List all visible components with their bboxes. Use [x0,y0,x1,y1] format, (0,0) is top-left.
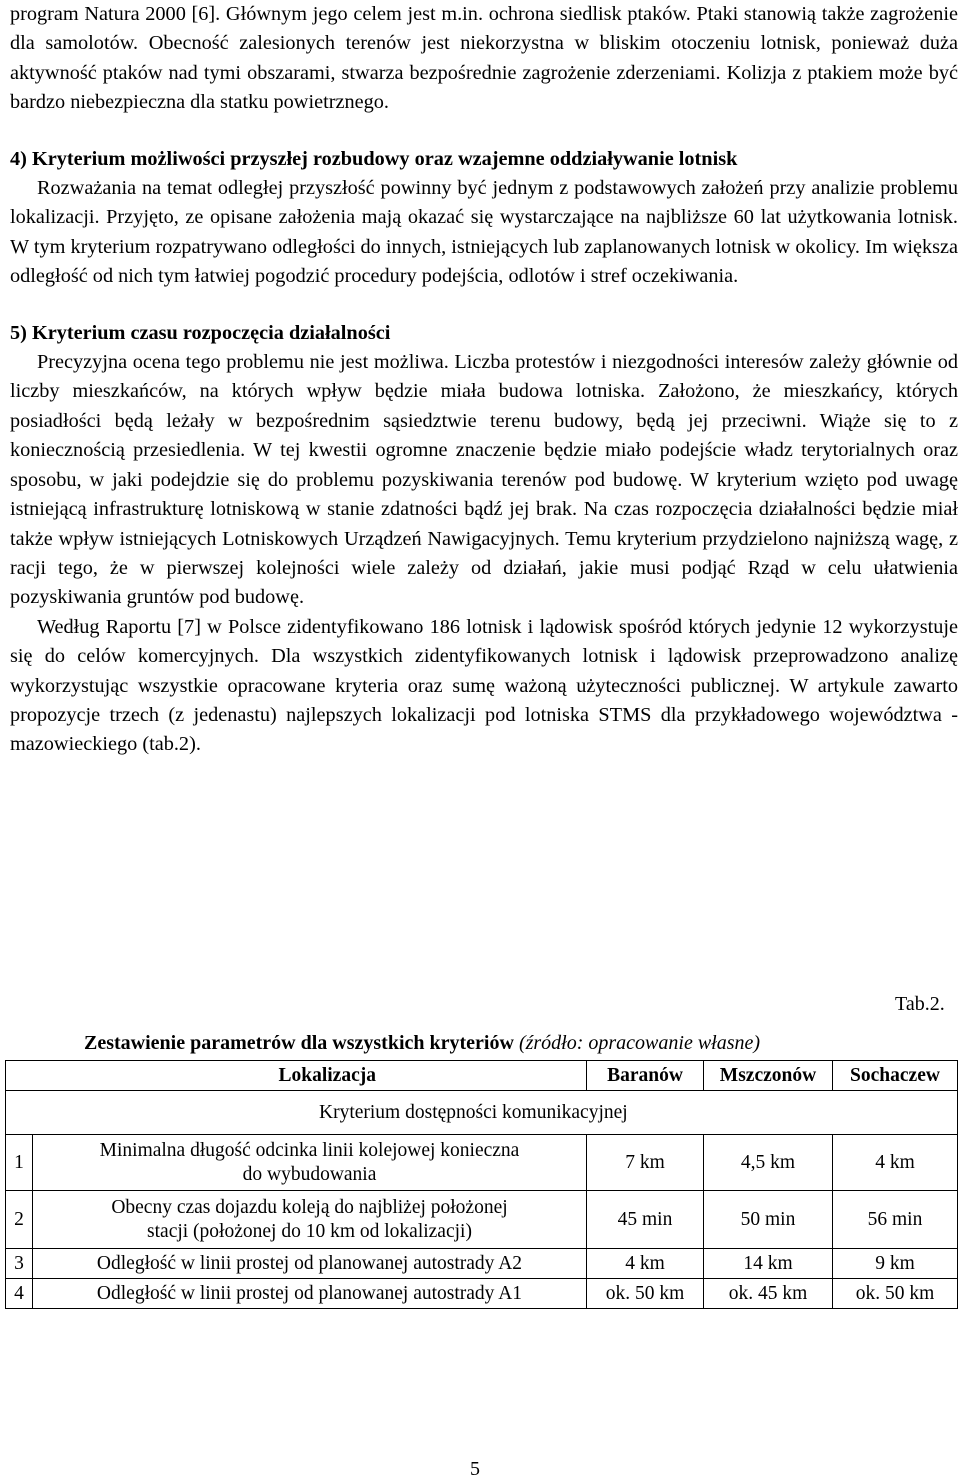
table-row [6,1135,958,1191]
row-number: 2 [6,1191,33,1249]
table-caption-title: Zestawienie parametrów dla wszystkich kryteriów [84,1032,514,1054]
table-row [6,1249,958,1279]
cell-value: 4 km [587,1249,704,1279]
header-col-baranow: Baranów [587,1061,704,1091]
section-4-heading: 4) Kryterium możliwości przyszłej rozbudowy oraz wzajemne oddziaływanie lotnisk [10,147,738,170]
table-caption-source: (źródło: opracowanie własne) [518,1032,761,1054]
row-criterion [33,1135,587,1191]
header-lokalizacja: Lokalizacja [6,1061,587,1091]
table-label: Tab.2. [895,993,945,1015]
header-col-mszczonow: Mszczonów [704,1061,833,1091]
intro-paragraph: program Natura 2000 [6]. Głównym jego celem jest m.in. ochrona siedlisk ptaków. Ptaki stanowią także zagrożenie dla samolotów. Obecność zalesionych terenów jest niekorzystna w bliskim otoczeniu lotnisk, ponieważ duża aktywność ptaków nad tymi obszarami, stwarza bezpośrednie zagrożenie zderzeniami. Kolizja z ptakiem może być bardzo niebezpieczna dla statku powietrznego. [10,3,958,114]
cell-value: 45 min [587,1191,704,1249]
row-criterion: Odległość w linii prostej od planowanej autostrady A1 [33,1279,587,1309]
table-row [6,1191,958,1249]
cell-value: 4,5 km [704,1135,833,1191]
cell-value: 50 min [704,1191,833,1249]
criterion-line: do wybudowania [242,1163,377,1185]
table-caption [84,1032,760,1055]
criterion-line: stacji (położonej do 10 km od lokalizacji) [147,1220,472,1242]
section-4-text: Rozważania na temat odległej przyszłość powinny być jednym z podstawowych założeń przy analizie problemu lokalizacji. Przyjęto, ze opisane założenia mają okazać się wystarczające na najbliższe 60 lat użytkowania lotnisk. W tym kryterium rozpatrywano odległości do innych, istniejących lub zaplanowanych lotnisk w okolicy. Im większa odległość od nich tym łatwiej pogodzić procedury podejścia, odlotów i stref oczekiwania. [10,177,958,288]
page-number: 5 [470,1458,480,1480]
group-label: Kryterium dostępności komunikacyjnej [6,1091,958,1135]
table-row [6,1279,958,1309]
table-group-row [6,1091,958,1135]
criteria-table [5,1060,958,1309]
header-col-sochaczew: Sochaczew [833,1061,958,1091]
cell-value: 56 min [833,1191,958,1249]
row-number: 3 [6,1249,33,1279]
row-criterion: Odległość w linii prostej od planowanej autostrady A2 [33,1249,587,1279]
cell-value: ok. 50 km [587,1279,704,1309]
cell-value: 9 km [833,1249,958,1279]
cell-value: 14 km [704,1249,833,1279]
row-number: 4 [6,1279,33,1309]
row-number: 1 [6,1135,33,1191]
section-5-text: Precyzyjna ocena tego problemu nie jest możliwa. Liczba protestów i niezgodności interesów zależy głównie od liczby mieszkańców, na których wpływ będzie miała budowa lotniska. Założono, że mieszkańcy, których posiadłości będą leżały w bezpośrednim sąsiedztwie terenu budowy, będą jej przeciwni. Wiąże się to z koniecznością przesiedlenia. W tej kwestii ogromne znaczenie będzie miało podejście władz terytorialnych oraz sposobu, w jaki podejdzie się do problemu pozyskiwania terenów pod budowę. W kryterium wzięto pod uwagę istniejącą infrastrukturę lotniskową w stanie zdatności bądź jej brak. Na czas rozpoczęcia działalności będzie miał także wpływ istniejących Lotniskowych Urządzeń Nawigacyjnych. Temu kryterium przydzielono najniższą wagę, z racji tego, że w pierwszej kolejności wiele zależy od działań, jakie musi podjąć Rząd w celu ułatwienia pozyskiwania gruntów pod budowę. [10,351,958,609]
cell-value: 7 km [587,1135,704,1191]
cell-value: ok. 50 km [833,1279,958,1309]
table-header-row [6,1061,958,1091]
section-5-heading: 5) Kryterium czasu rozpoczęcia działalności [10,321,391,344]
cell-value: 4 km [833,1135,958,1191]
criterion-line: Minimalna długość odcinka linii kolejowej konieczna [99,1139,520,1161]
section-5-text-2: Według Raportu [7] w Polsce zidentyfikowano 186 lotnisk i lądowisk spośród których jedynie 12 wykorzystuje się do celów komercyjnych. Dla wszystkich zidentyfikowanych lotnisk i lądowisk przeprowadzono analizę wykorzystując wszystkie opracowane kryteria oraz sumę ważoną użyteczności publicznej. W artykule zawarto propozycje trzech (z jedenastu) najlepszych lokalizacji pod lotniska STMS dla przykładowego województwa - mazowieckiego (tab.2). [10,615,958,756]
cell-value: ok. 45 km [704,1279,833,1309]
criterion-line: Obecny czas dojazdu koleją do najbliżej położonej [111,1196,508,1218]
page-body [10,0,958,760]
row-criterion [33,1191,587,1249]
